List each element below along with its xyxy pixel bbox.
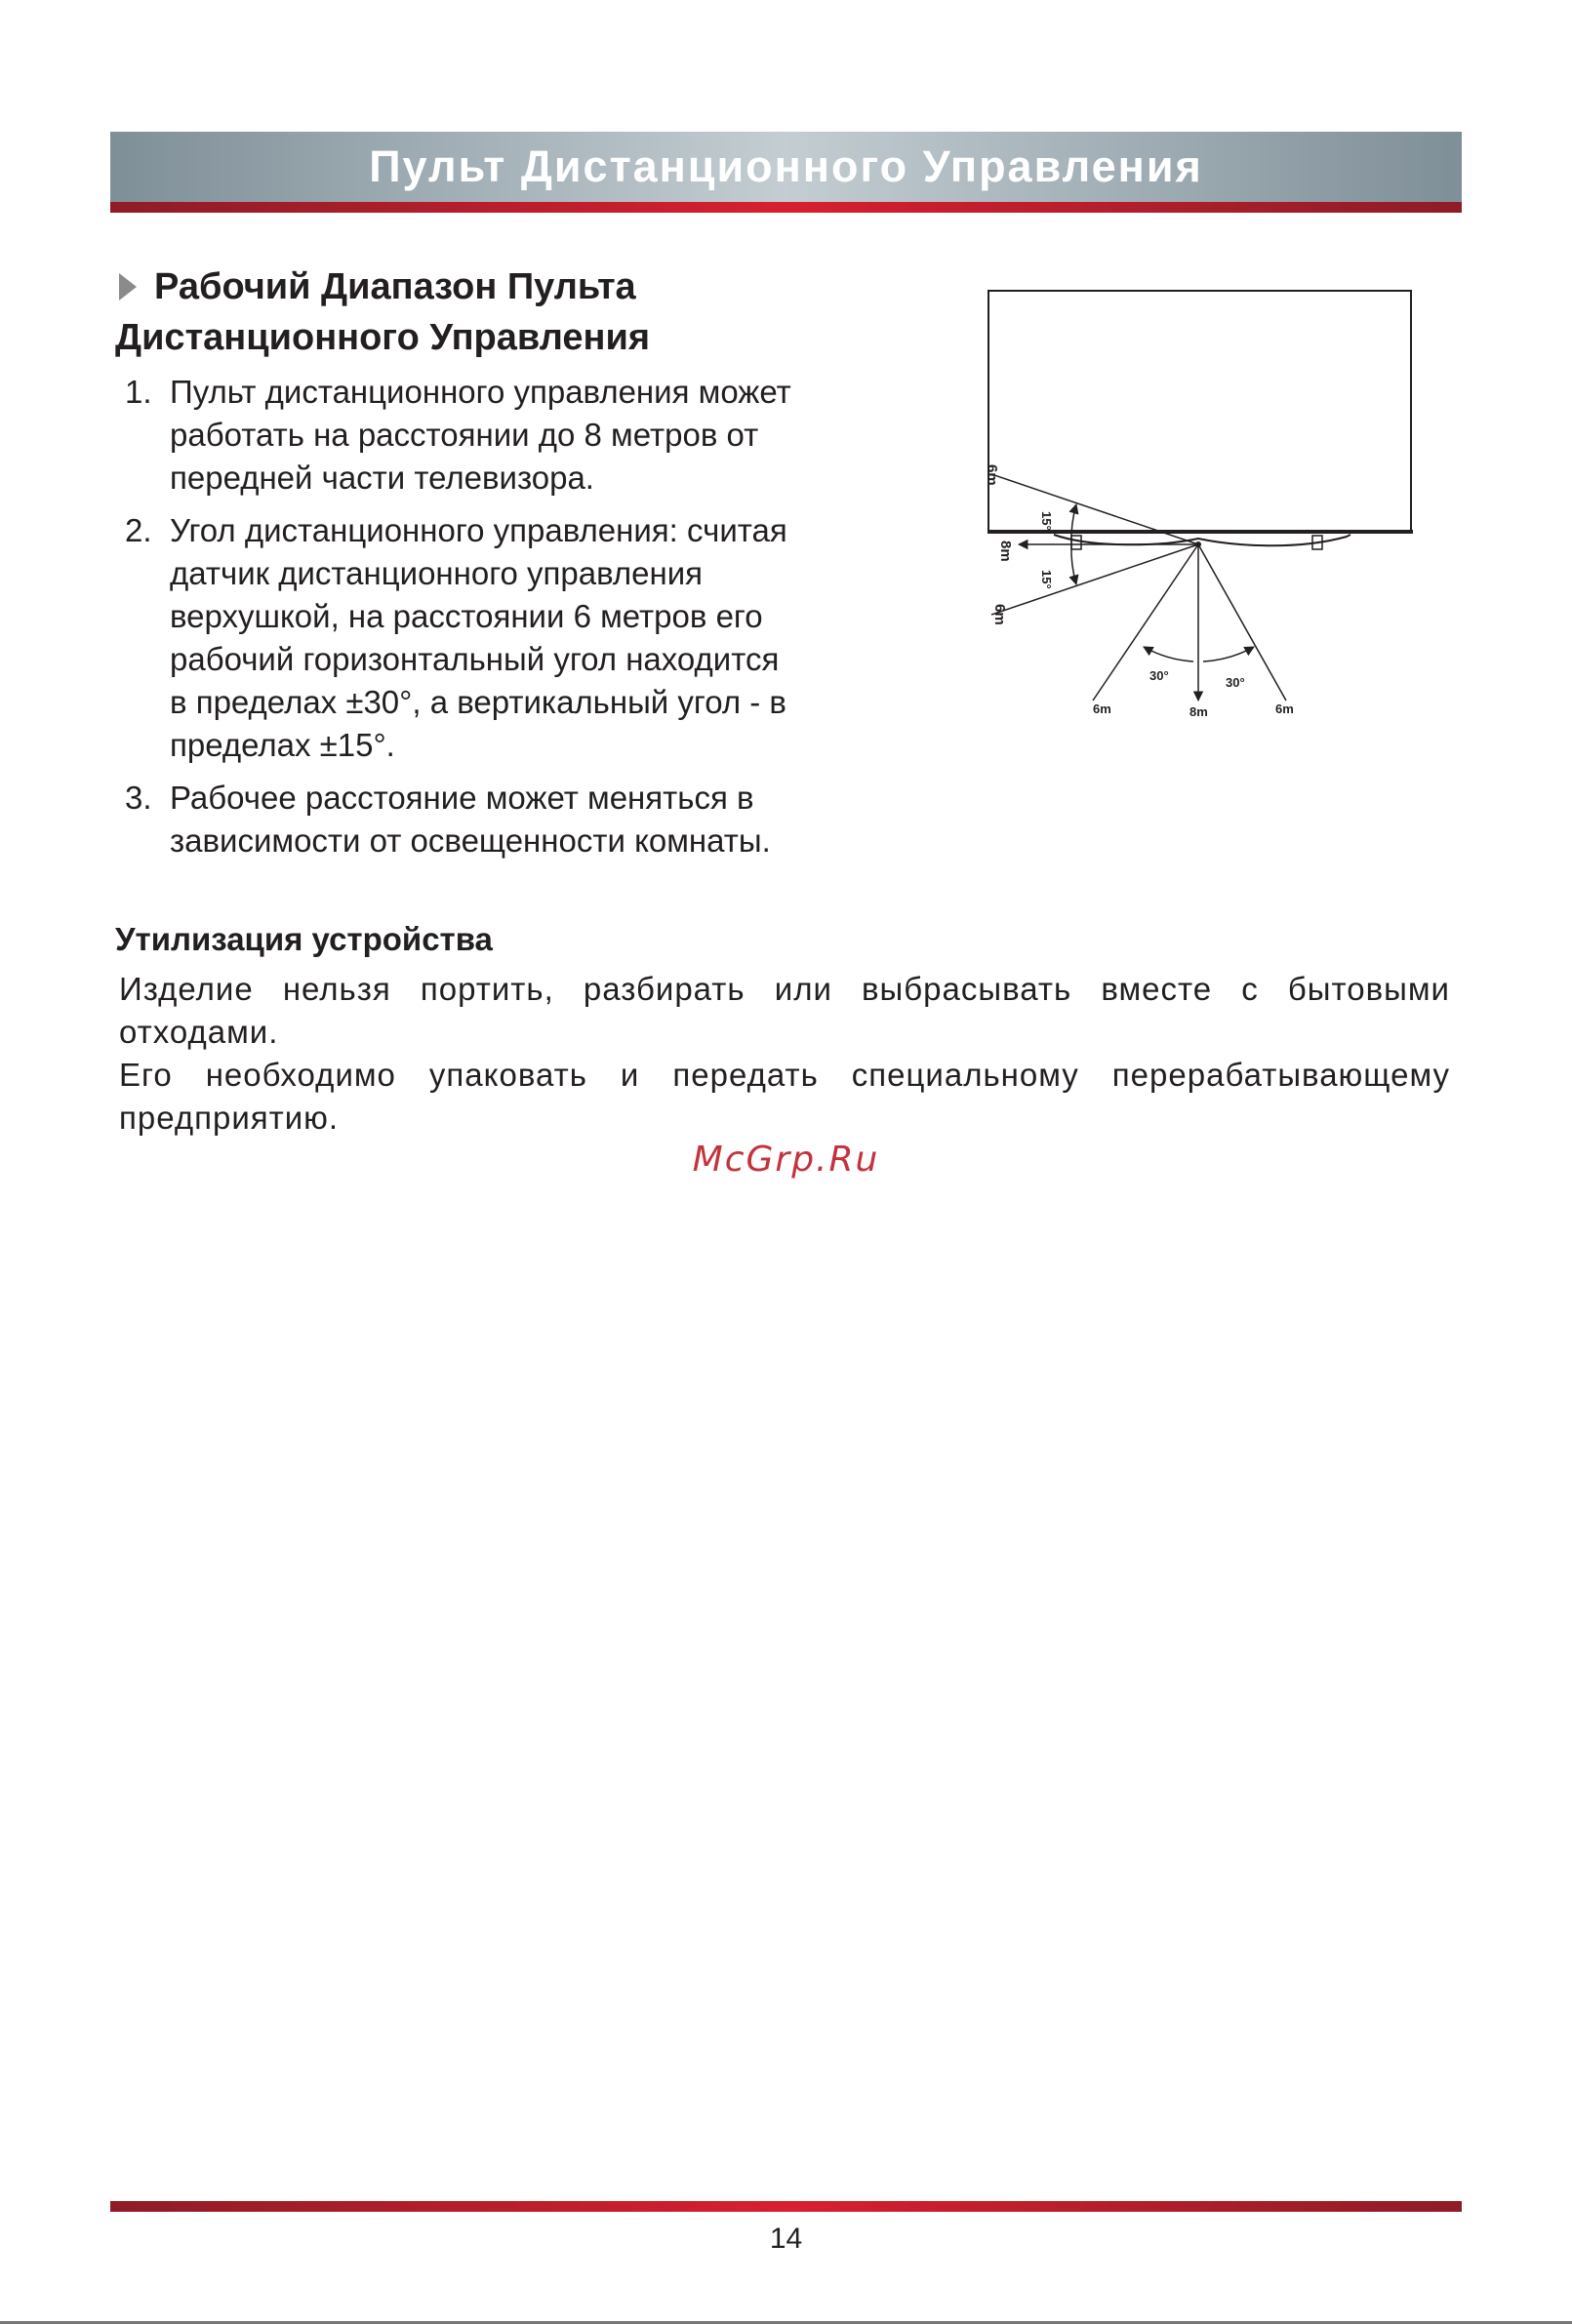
horiz-angle-arc-left: [1144, 647, 1193, 661]
list-item-line: Пульт дистанционного управления может: [170, 374, 791, 410]
disposal-para2-line2: предприятию.: [119, 1100, 340, 1136]
list-item-line: пределах ±15°.: [170, 727, 395, 763]
horiz-angle-label-right: 30°: [1226, 675, 1245, 690]
range-list: [115, 371, 876, 862]
list-item: [115, 371, 876, 500]
page-number: 14: [769, 2223, 803, 2255]
list-item-line: Угол дистанционного управления: считая: [170, 512, 787, 548]
top-line-left: [1093, 544, 1198, 701]
disposal-section: [115, 917, 1450, 1140]
disposal-para2-line1: Его необходимо упаковать и передать специальному перерабатывающему: [119, 1057, 1450, 1093]
list-item: [115, 509, 876, 767]
list-item-line: датчик дистанционного управления: [170, 555, 704, 591]
list-item-line: в пределах ±30°, а вертикальный угол - в: [170, 684, 786, 720]
list-item-line: рабочий горизонтальный угол находится: [170, 641, 780, 677]
disposal-para1-line1: Изделие нельзя портить, разбирать или выбрасывать вместе с бытовыми: [119, 971, 1450, 1007]
list-item-number: 3.: [125, 780, 152, 816]
side-line-bottom: [991, 544, 1198, 615]
header-bar: [110, 132, 1462, 202]
list-item-line: верхушкой, на расстоянии 6 метров его: [170, 598, 763, 634]
list-item-line: работать на расстоянии до 8 метров от: [170, 417, 759, 453]
list-item: [115, 777, 876, 862]
section-heading: [115, 261, 876, 363]
tv-stand-foot-left: [1071, 536, 1081, 549]
list-item-line: Рабочее расстояние может меняться в: [170, 780, 754, 816]
vert-angle-label-down: 15°: [1039, 570, 1054, 589]
remote-range-diagram: [976, 283, 1434, 732]
bottom-label-mid: 8m: [1189, 704, 1208, 719]
side-label-mid: 8m: [997, 541, 1014, 562]
side-label-top: 6m: [984, 464, 1000, 486]
disposal-heading: Утилизация устройства: [115, 921, 493, 957]
vert-angle-arc-down: [1071, 544, 1076, 584]
disposal-para1-line2: отходами.: [119, 1014, 279, 1050]
section-heading-line1: Рабочий Диапазон Пульта: [154, 266, 636, 307]
header-red-line: [110, 202, 1462, 213]
horiz-angle-arc-right: [1203, 647, 1254, 661]
vert-angle-label-up: 15°: [1039, 511, 1054, 531]
triangle-bullet-icon: [119, 273, 137, 301]
bottom-label-right: 6m: [1275, 701, 1294, 716]
bottom-label-left: 6m: [1093, 701, 1111, 716]
horiz-angle-label-left: 30°: [1149, 668, 1169, 683]
remote-range-section: [115, 261, 876, 872]
page-title: Пульт Дистанционного Управления: [369, 141, 1203, 191]
list-item-line: зависимости от освещенности комнаты.: [170, 822, 771, 859]
list-item-line: передней части телевизора.: [170, 460, 594, 496]
list-item-number: 2.: [125, 512, 152, 548]
list-item-number: 1.: [125, 374, 152, 410]
tv-screen: [988, 291, 1411, 532]
footer-red-line: [110, 2201, 1462, 2212]
disposal-paragraph: [119, 968, 1450, 1140]
watermark: McGrp.Ru: [692, 1140, 880, 1180]
side-label-bottom: 6m: [991, 604, 1008, 625]
section-heading-line2: Дистанционного Управления: [115, 317, 651, 358]
